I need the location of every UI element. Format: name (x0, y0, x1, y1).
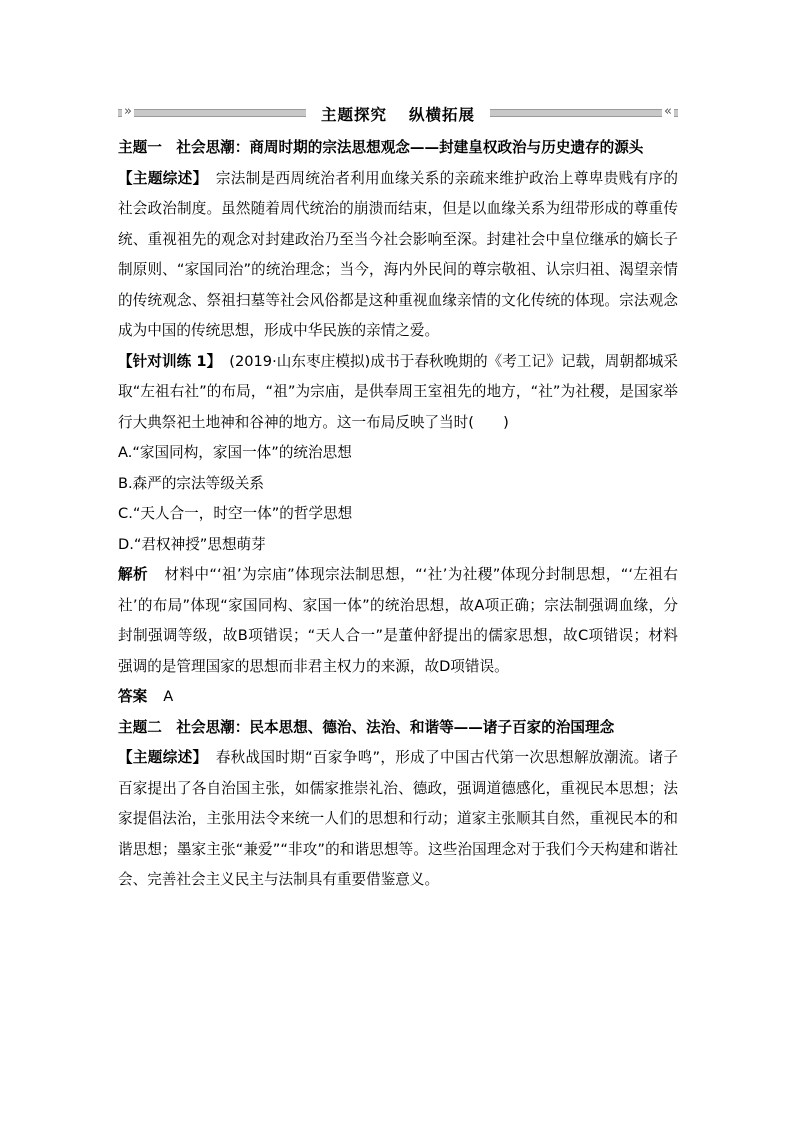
topic1-analysis (118, 560, 678, 682)
topic1-summary (118, 164, 678, 347)
option-d: D.“君权神授”思想萌芽 (118, 535, 266, 553)
banner-bar-left (118, 109, 306, 117)
analysis-label: 解析 (118, 566, 149, 583)
option-b: B.森严的宗法等级关系 (118, 474, 264, 492)
answer-label: 答案 (118, 688, 148, 705)
answer-value: A (163, 688, 174, 705)
topic1-summary-text: 宗法制是西周统治者利用血缘关系的亲疏来维护政治上尊卑贵贱有序的社会政治制度。虽然随着周代统治的崩溃而结束，但是以血缘关系为纽带形成的尊重传统、重视祖先的观念对封建政治乃至当今社会影响至深。封建社会中皇位继承的嫡长子制原则、“家国同治”的统治理念；当今，海内外民间的尊宗敬祖、认宗归祖、渴望亲情的传统观念、祭祖扫墓等社会风俗都是这种重视血缘亲情的文化传统的体现。宗法观念成为中国的传统思想，形成中华民族的亲情之爱。 (118, 169, 678, 339)
option-a: A.“家国同构，家国一体”的统治思想 (118, 444, 352, 461)
document-page (118, 100, 678, 896)
banner-title-right: 纵横拓展 (409, 106, 476, 124)
topic2-summary-label: 【主题综述】 (118, 749, 208, 766)
topic2-summary (118, 743, 678, 896)
topic1-exercise-text: (2019·山东枣庄模拟)成书于春秋晚期的《考工记》记载，周朝都城采取“左祖右社”的布局，“祖”为宗庙，是供奉周王室祖先的地方，“社”为社稷，是国家举行大典祭祀土地神和谷神的地方。这一布局反映了当时( ) (118, 352, 678, 431)
banner-title-left: 主题探究 (320, 106, 387, 124)
section-banner (118, 100, 678, 130)
topic1-exercise (118, 347, 678, 439)
banner-title (315, 103, 481, 127)
topic2-summary-text: 春秋战国时期“百家争鸣”，形成了中国古代第一次思想解放潮流。诸子百家提出了各自治国主张，如儒家推崇礼治、德政，强调道德感化，重视民本思想；法家提倡法治，主张用法令来统一人们的思想和行动；道家主张顺其自然，重视民本的和谐思想；墨家主张“兼爱”“非攻”的和谐思想等。这些治国理念对于我们今天构建和谐社会、完善社会主义民主与法制具有重要借鉴意义。 (118, 749, 678, 888)
banner-bar-right (490, 109, 678, 117)
chevron-left-icon: « (664, 104, 672, 119)
topic1-title: 主题一 社会思潮：商周时期的宗法思想观念——封建皇权政治与历史遗存的源头 (118, 139, 644, 156)
topic1-summary-label: 【主题综述】 (118, 169, 208, 187)
topic1-answer (118, 682, 678, 713)
topic1-exercise-label: 【针对训练 1】 (118, 352, 222, 370)
chevron-right-icon: » (124, 104, 132, 119)
topic2-title: 主题二 社会思潮：民本思想、德治、法治、和谐等——诸子百家的治国理念 (118, 718, 615, 736)
option-c: C.“天人合一，时空一体”的哲学思想 (118, 505, 353, 522)
analysis-text: 材料中“‘祖’为宗庙”体现宗法制思想，“‘社’为社稷”体现分封制思想，“‘左祖右社’的布局”体现“家国同构、家国一体”的统治思想，故A项正确；宗法制强调血缘，分封制强调等级，故B项错误；“天人合一”是董仲舒提出的儒家思想，故C项错误；材料强调的是管理国家的思想而非君主权力的来源，故D项错误。 (118, 566, 678, 675)
